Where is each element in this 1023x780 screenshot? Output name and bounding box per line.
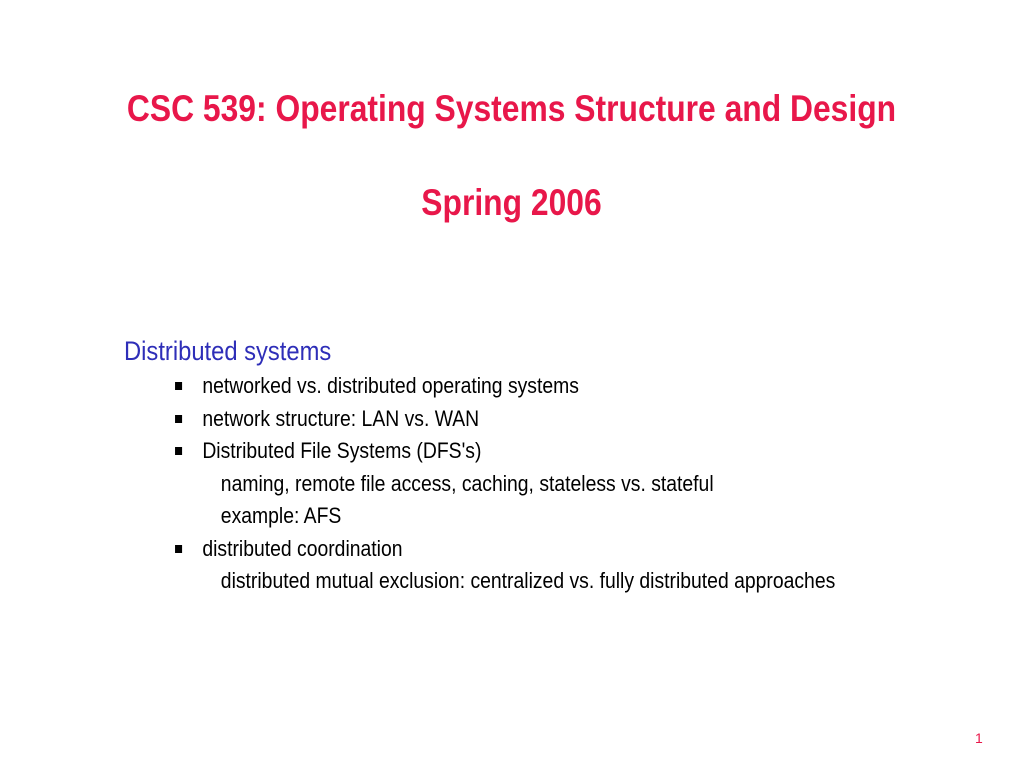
bullet-text: network structure: LAN vs. WAN (202, 405, 480, 431)
bullet-item (124, 403, 898, 436)
page-number: 1 (975, 730, 983, 746)
bullet-item (124, 533, 898, 566)
sub-line: example: AFS (220, 503, 342, 528)
section-heading: Distributed systems (124, 336, 332, 366)
bullet-item (124, 435, 898, 468)
slide-title: CSC 539: Operating Systems Structure and Design (126, 88, 897, 129)
sub-line: distributed mutual exclusion: centralized vs. fully distributed approaches (220, 568, 836, 593)
bullet-item (124, 370, 898, 403)
bullet-text: networked vs. distributed operating systems (202, 373, 579, 398)
bullet-list (124, 370, 898, 598)
square-bullet-icon (175, 415, 182, 423)
bullet-text: Distributed File Systems (DFS's) (202, 438, 482, 463)
sub-line: naming, remote file access, caching, stateless vs. stateful (220, 470, 714, 496)
square-bullet-icon (175, 382, 182, 390)
bullet-text: distributed coordination (202, 535, 403, 561)
square-bullet-icon (175, 545, 182, 553)
slide-subtitle: Spring 2006 (421, 182, 602, 223)
slide-content (124, 334, 898, 598)
square-bullet-icon (175, 447, 182, 455)
